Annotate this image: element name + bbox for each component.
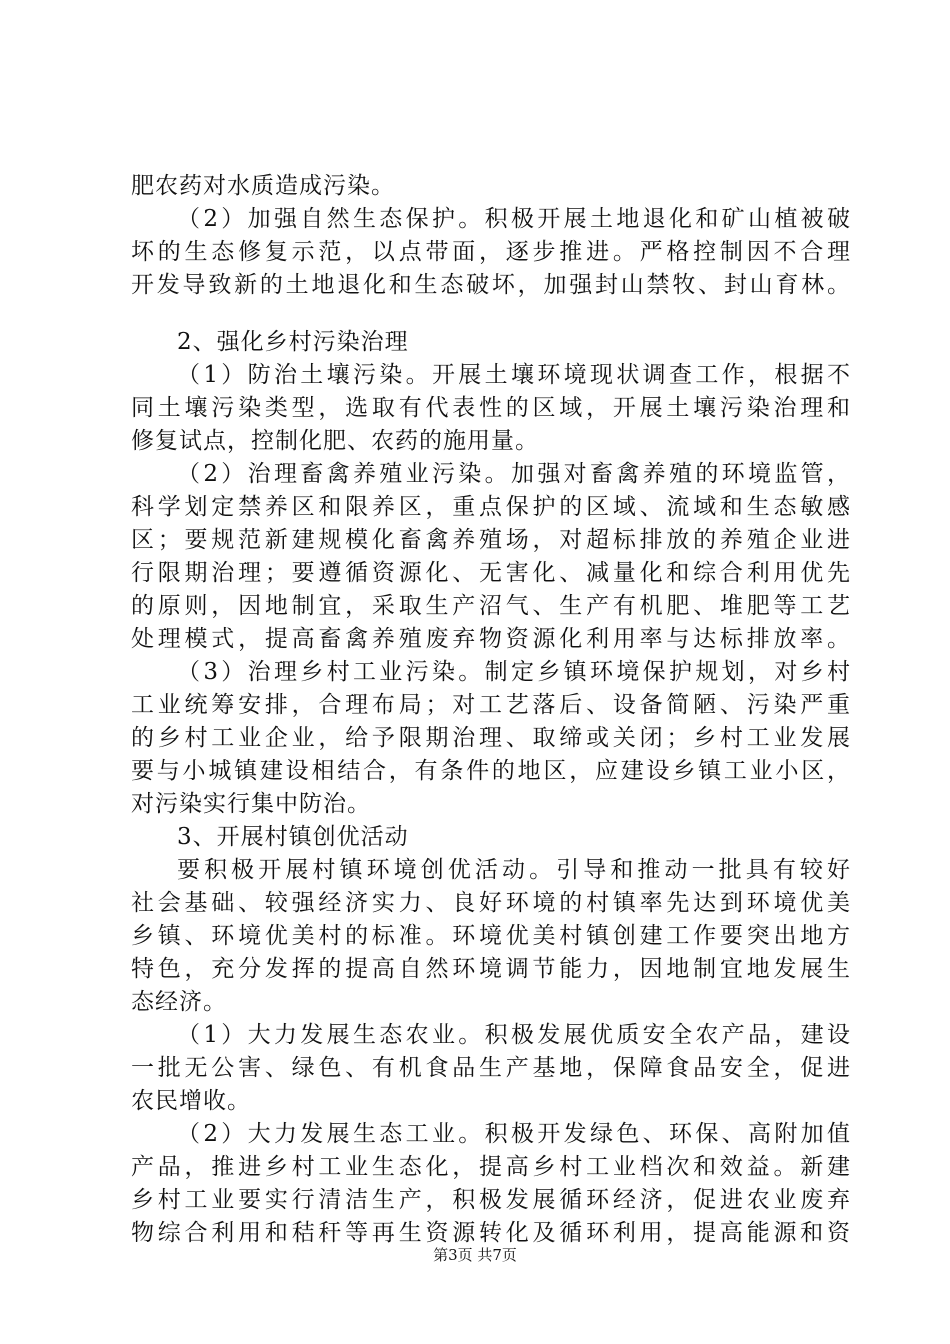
text-line: 行限期治理；要遵循资源化、无害化、减量化和综合利用优先 xyxy=(131,560,851,586)
section-heading: 2、强化乡村污染治理 xyxy=(177,329,409,355)
paragraph-gap xyxy=(131,302,851,326)
text-line: 处理模式，提高畜禽养殖废弃物资源化利用率与达标排放率。 xyxy=(131,626,851,652)
text-line: 物综合利用和秸秆等再生资源转化及循环利用，提高能源和资 xyxy=(131,1220,851,1246)
section-heading: 3、开展村镇创优活动 xyxy=(177,824,409,850)
text-line: 同土壤污染类型，选取有代表性的区域，开展土壤污染治理和 xyxy=(131,395,851,421)
page-number: 第3页 共7页 xyxy=(433,1246,517,1264)
text-line: 科学划定禁养区和限养区，重点保护的区域、流域和生态敏感 xyxy=(131,494,851,520)
text-line: （1）大力发展生态农业。积极发展优质安全农产品，建设 xyxy=(177,1022,851,1048)
text-line: 肥农药对水质造成污染。 xyxy=(131,173,395,199)
text-line: 工业统筹安排，合理布局；对工艺落后、设备简陋、污染严重 xyxy=(131,692,851,718)
text-line: 特色，充分发挥的提高自然环境调节能力，因地制宜地发展生 xyxy=(131,956,851,982)
text-line: 开发导致新的土地退化和生态破坏，加强封山禁牧、封山育林。 xyxy=(131,272,851,298)
text-line: 的乡村工业企业，给予限期治理、取缔或关闭；乡村工业发展 xyxy=(131,725,851,751)
text-line: 坏的生态修复示范，以点带面，逐步推进。严格控制因不合理 xyxy=(131,239,851,265)
text-line: 区；要规范新建规模化畜禽养殖场，对超标排放的养殖企业进 xyxy=(131,527,851,553)
text-line: 乡镇、环境优美村的标准。环境优美村镇创建工作要突出地方 xyxy=(131,923,851,949)
text-line: 修复试点，控制化肥、农药的施用量。 xyxy=(131,428,539,454)
text-line: 社会基础、较强经济实力、良好环境的村镇率先达到环境优美 xyxy=(131,890,851,916)
document-body xyxy=(131,170,851,1250)
text-line: （3）治理乡村工业污染。制定乡镇环境保护规划，对乡村 xyxy=(177,659,851,685)
text-line: 要积极开展村镇环境创优活动。引导和推动一批具有较好 xyxy=(177,857,851,883)
text-line: （2）治理畜禽养殖业污染。加强对畜禽养殖的环境监管， xyxy=(177,461,851,487)
text-line: 对污染实行集中防治。 xyxy=(131,791,371,817)
text-line: （2）大力发展生态工业。积极开发绿色、环保、高附加值 xyxy=(177,1121,851,1147)
text-line: （2）加强自然生态保护。积极开展土地退化和矿山植被破 xyxy=(177,206,851,232)
text-line: 一批无公害、绿色、有机食品生产基地，保障食品安全，促进 xyxy=(131,1055,851,1081)
text-line: （1）防治土壤污染。开展土壤环境现状调查工作，根据不 xyxy=(177,362,851,388)
text-line: 产品，推进乡村工业生态化，提高乡村工业档次和效益。新建 xyxy=(131,1154,851,1180)
text-line: 乡村工业要实行清洁生产，积极发展循环经济，促进农业废弃 xyxy=(131,1187,851,1213)
text-line: 农民增收。 xyxy=(131,1088,251,1114)
text-line: 态经济。 xyxy=(131,989,227,1015)
text-line: 的原则，因地制宜，采取生产沼气、生产有机肥、堆肥等工艺 xyxy=(131,593,851,619)
text-line: 要与小城镇建设相结合，有条件的地区，应建设乡镇工业小区， xyxy=(131,758,851,784)
